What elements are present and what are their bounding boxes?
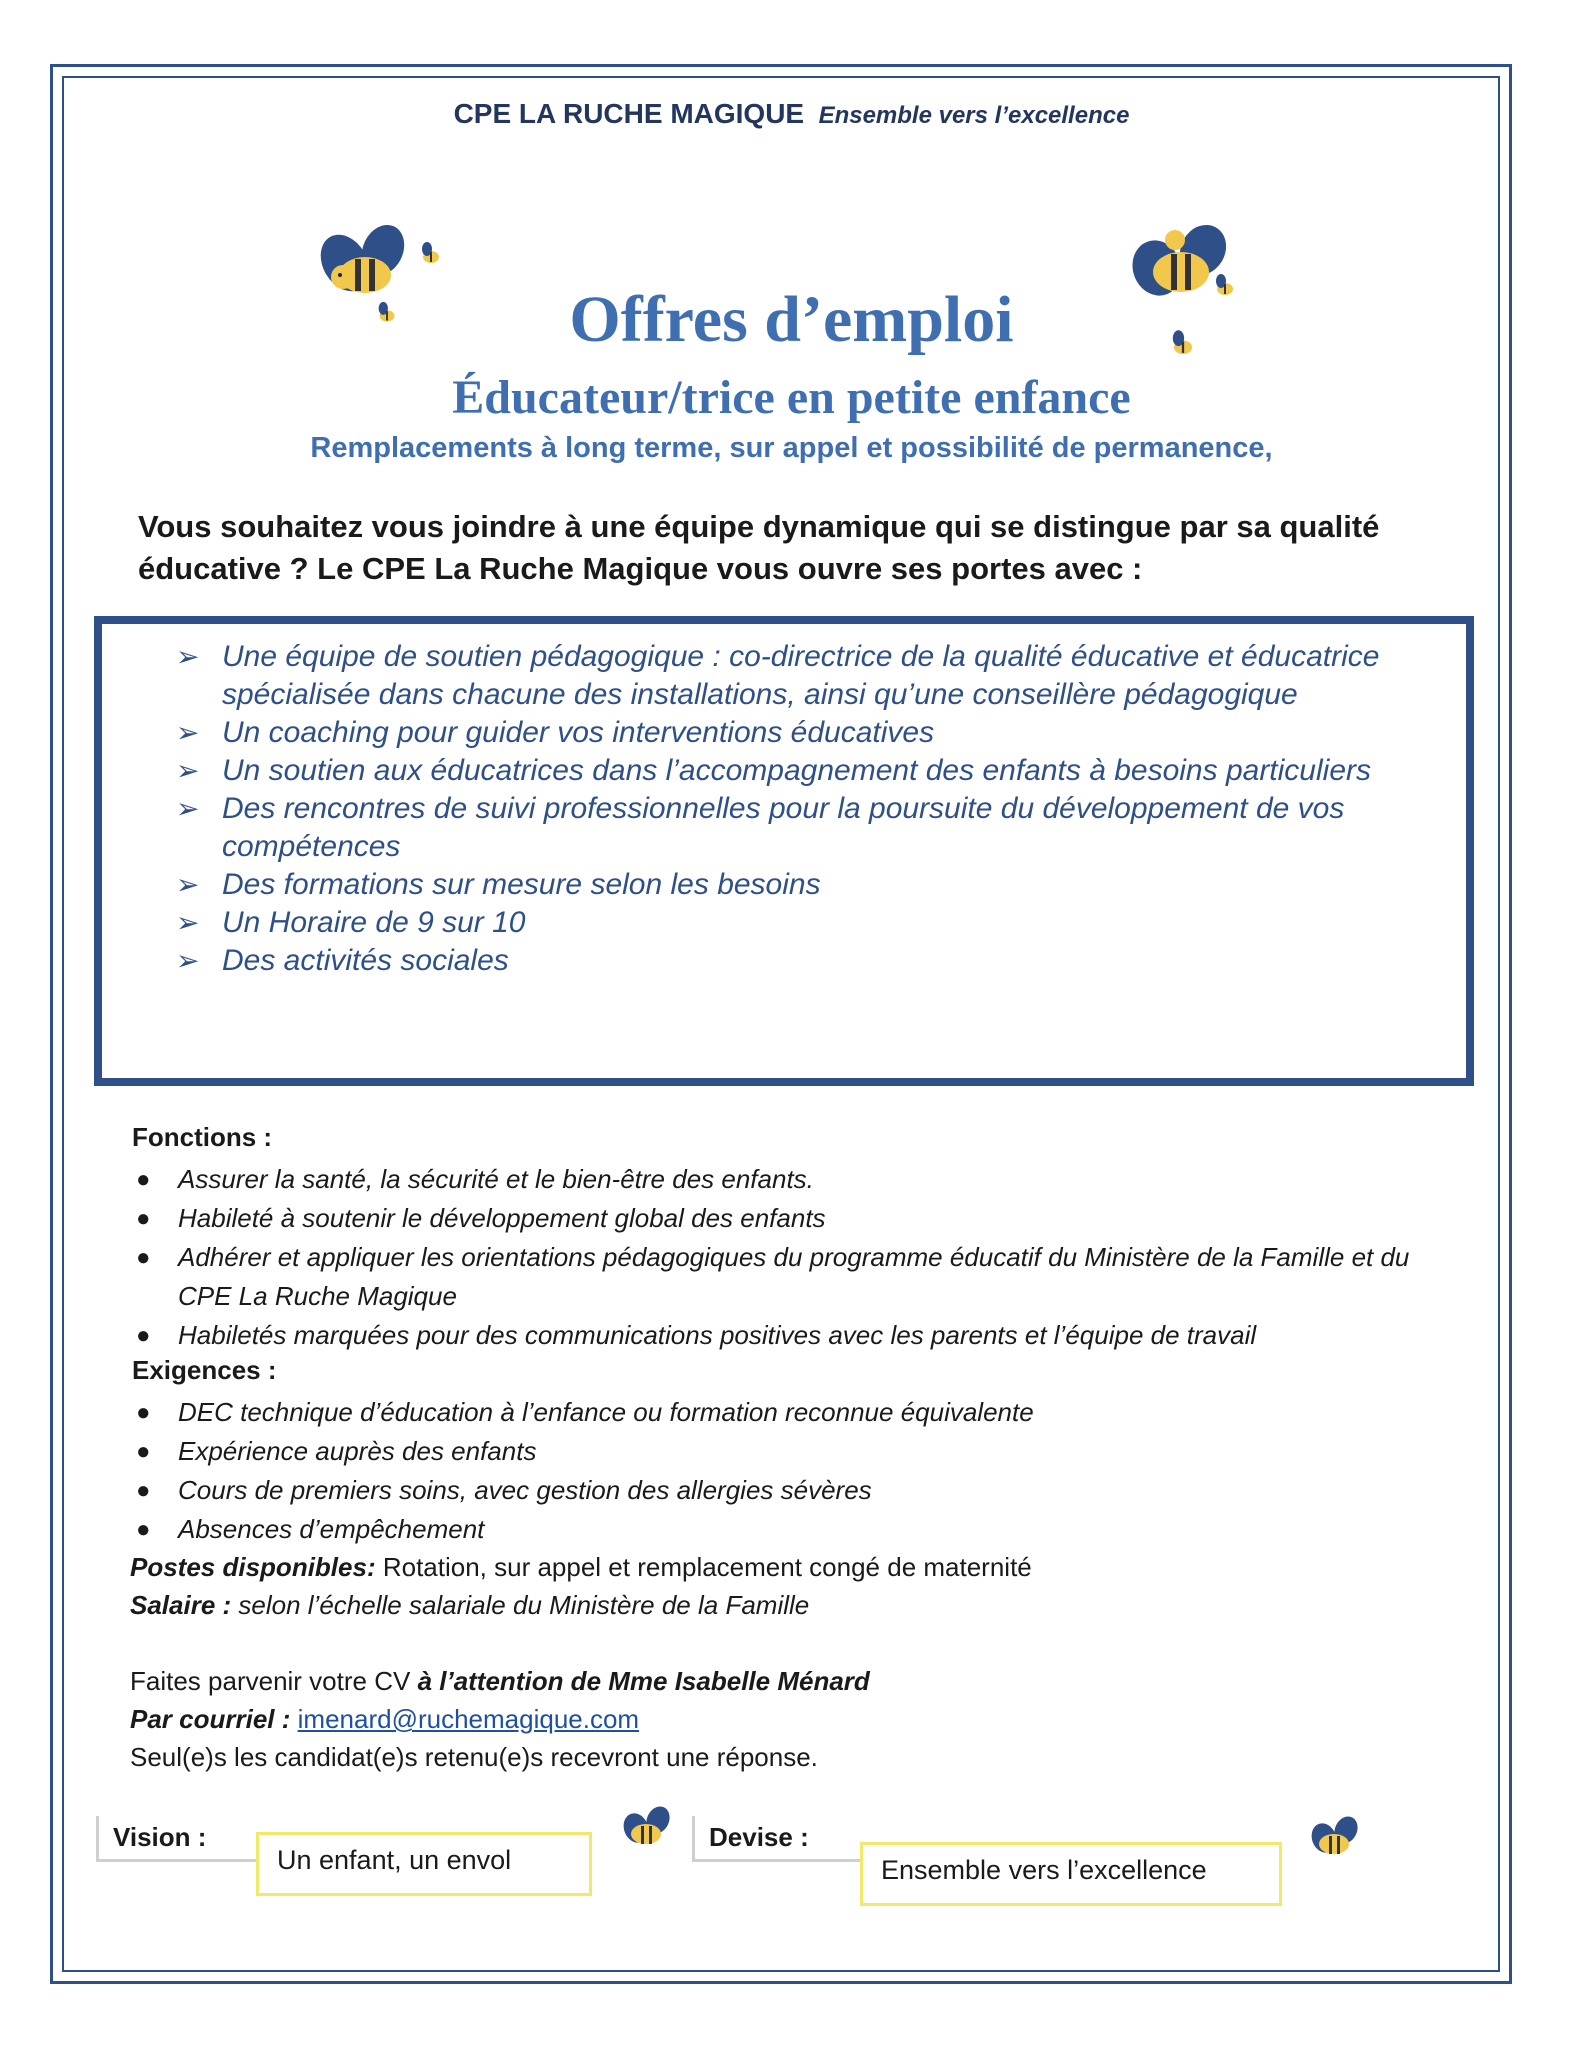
- fonctions-list: [132, 1160, 1432, 1355]
- vision-label: Vision :: [96, 1816, 267, 1862]
- list-item: ➢ Des activités sociales: [176, 942, 1436, 980]
- list-item: ➢ Des formations sur mesure selon les besoins: [176, 866, 1436, 904]
- list-item: ➢ Un Horaire de 9 sur 10: [176, 904, 1436, 942]
- intro-text: [138, 506, 1458, 590]
- exigences-heading: Exigences :: [132, 1355, 277, 1385]
- postes-label: Postes disponibles:: [130, 1552, 376, 1582]
- list-item: ● Cours de premiers soins, avec gestion des allergies sévères: [132, 1471, 1432, 1510]
- cv-text: Faites parvenir votre CV: [130, 1666, 418, 1696]
- cv-line: [130, 1666, 870, 1697]
- devise-value: Ensemble vers l’excellence: [860, 1842, 1282, 1906]
- exigences-list: [132, 1393, 1432, 1549]
- arrow-bullet-icon: ➢: [176, 641, 200, 672]
- list-item: ➢ Un soutien aux éducatrices dans l’accompagnement des enfants à besoins particuliers: [176, 752, 1436, 790]
- list-item: ● Habileté à soutenir le développement global des enfants: [132, 1199, 1432, 1238]
- intro-line: Vous souhaitez vous joindre à une équipe dynamique qui se distingue par sa qualité: [138, 509, 1380, 544]
- bee-icon: [1300, 1810, 1370, 1870]
- page-title: Offres d’emploi: [569, 283, 1014, 356]
- email-label: Par courriel :: [130, 1704, 291, 1734]
- response-note: Seul(e)s les candidat(e)s retenu(e)s recevront une réponse.: [130, 1742, 818, 1772]
- bee-icon: [612, 1800, 682, 1860]
- dot-bullet-icon: ●: [136, 1516, 151, 1543]
- dot-bullet-icon: ●: [136, 1166, 151, 1193]
- dot-bullet-icon: ●: [136, 1399, 151, 1426]
- dot-bullet-icon: ●: [136, 1244, 151, 1271]
- dot-bullet-icon: ●: [136, 1205, 151, 1232]
- salaire-line: [130, 1590, 809, 1621]
- header-slogan: Ensemble vers l’excellence: [818, 102, 1130, 129]
- arrow-bullet-icon: ➢: [176, 869, 200, 900]
- devise-label: Devise :: [692, 1816, 873, 1862]
- header: [0, 98, 1583, 130]
- list-item: ● Habiletés marquées pour des communications positives avec les parents et l’équipe de travail: [132, 1316, 1432, 1355]
- postes-line: [130, 1552, 1032, 1583]
- list-item: ➢ Une équipe de soutien pédagogique : co-directrice de la qualité éducative et éducatrice spécialisée dans chacune des installations, ainsi qu’une conseillère pédagogique: [176, 640, 1380, 711]
- list-item: ➢ Un coaching pour guider vos interventions éducatives: [176, 714, 1436, 752]
- fonctions-heading: Fonctions :: [132, 1122, 273, 1152]
- postes-value: Rotation, sur appel et remplacement congé de maternité: [375, 1552, 1032, 1582]
- list-item: ➢ Des rencontres de suivi professionnelles pour la poursuite du développement de vos compétences: [176, 792, 1345, 863]
- dot-bullet-icon: ●: [136, 1438, 151, 1465]
- arrow-bullet-icon: ➢: [176, 945, 200, 976]
- org-name: CPE LA RUCHE MAGIQUE: [453, 98, 805, 129]
- arrow-bullet-icon: ➢: [176, 793, 200, 824]
- email-link[interactable]: imenard@ruchemagique.com: [297, 1704, 640, 1734]
- list-item: ● Absences d’empêchement: [132, 1510, 1432, 1549]
- dot-bullet-icon: ●: [136, 1322, 151, 1349]
- arrow-bullet-icon: ➢: [176, 755, 200, 786]
- arrow-bullet-icon: ➢: [176, 907, 200, 938]
- intro-line: éducative ? Le CPE La Ruche Magique vous ouvre ses portes avec :: [138, 551, 1143, 586]
- salaire-value: selon l’échelle salariale du Ministère de la Famille: [231, 1590, 810, 1620]
- vision-value: Un enfant, un envol: [256, 1832, 592, 1896]
- list-item: ● Expérience auprès des enfants: [132, 1432, 1432, 1471]
- bee-icon: [416, 240, 446, 270]
- arrow-bullet-icon: ➢: [176, 717, 200, 748]
- list-item: ● DEC technique d’éducation à l’enfance ou formation reconnue équivalente: [132, 1393, 1432, 1432]
- tagline: Remplacements à long terme, sur appel et possibilité de permanence,: [310, 432, 1273, 464]
- benefits-list: [176, 638, 1436, 980]
- page-subtitle: Éducateur/trice en petite enfance: [452, 371, 1131, 424]
- list-item: ● Adhérer et appliquer les orientations pédagogiques du programme éducatif du Ministère de la Famille et du CPE La Ruche Magique: [132, 1238, 1432, 1316]
- list-item: ● Assurer la santé, la sécurité et le bien-être des enfants.: [132, 1160, 1432, 1199]
- salaire-label: Salaire :: [130, 1590, 232, 1620]
- cv-attention: à l’attention de Mme Isabelle Ménard: [417, 1666, 870, 1696]
- dot-bullet-icon: ●: [136, 1477, 151, 1504]
- email-line: [130, 1704, 639, 1735]
